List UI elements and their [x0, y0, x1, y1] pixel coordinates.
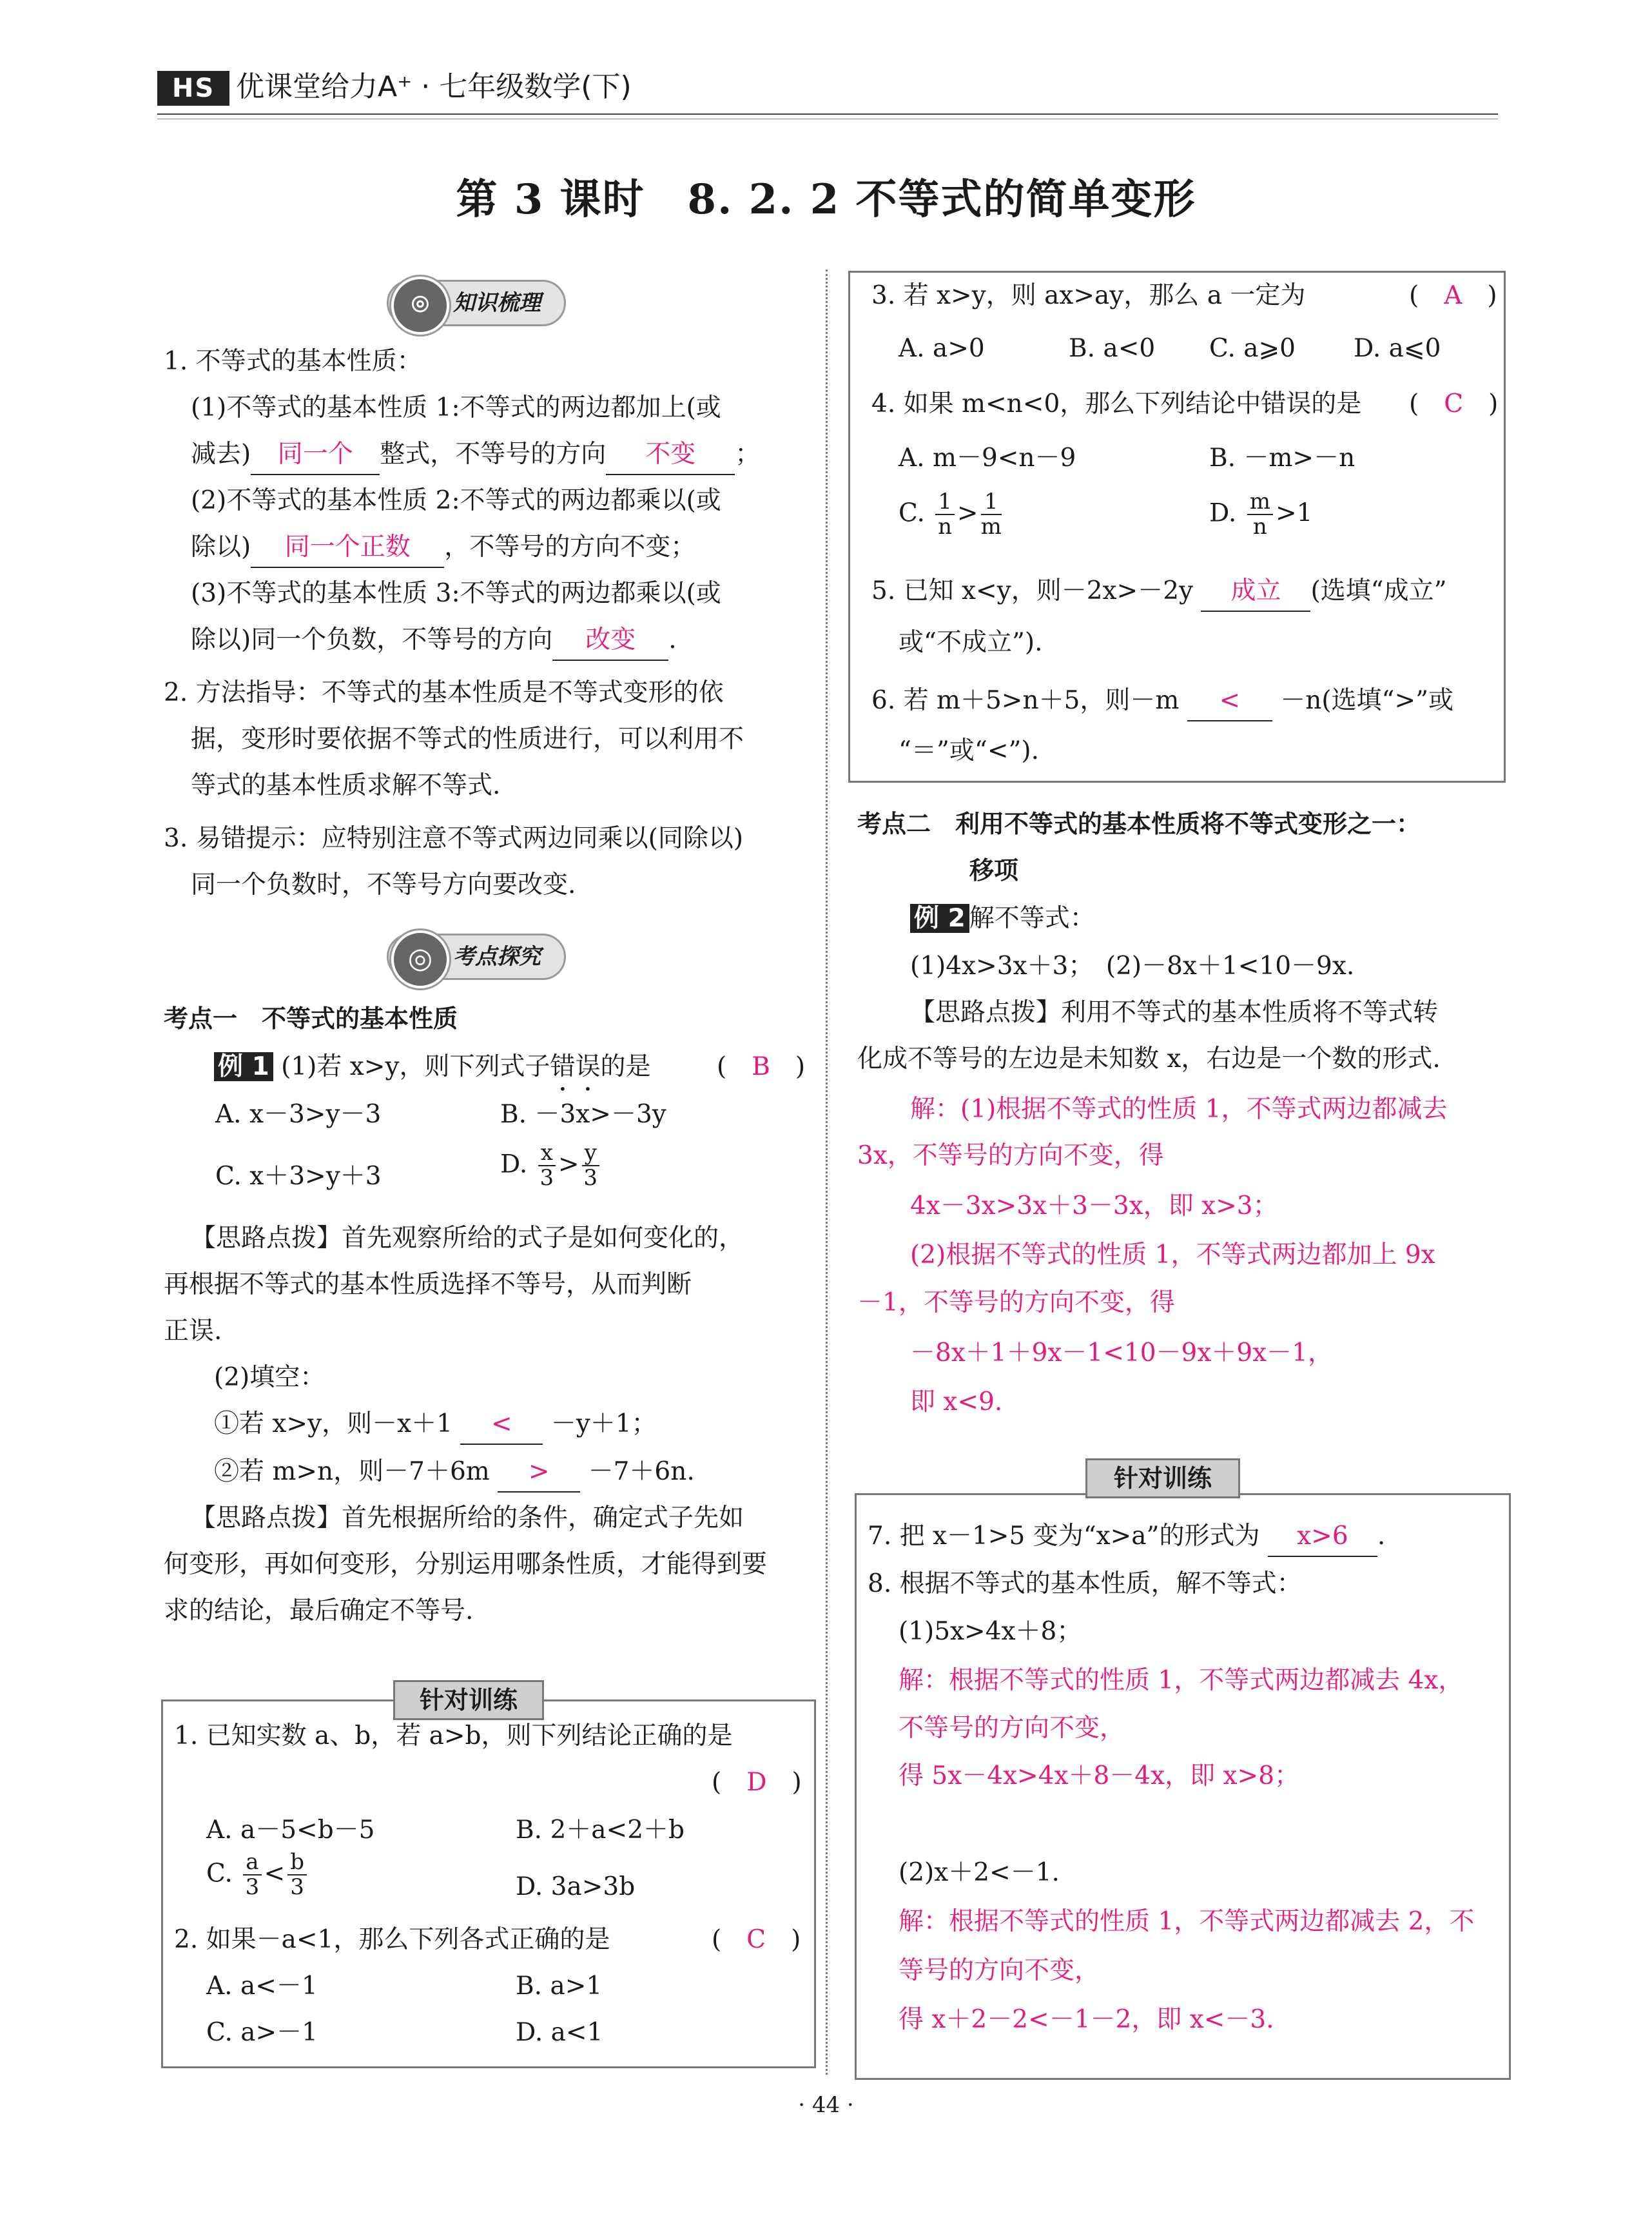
fraction	[1247, 490, 1273, 540]
magnifier-icon: ◎	[391, 930, 449, 988]
fraction	[287, 1850, 307, 1900]
q6-line1	[871, 682, 1453, 721]
solution-2-line3: －8x＋1＋9x－1<10－9x＋9x－1，	[910, 1338, 1333, 1367]
training-q1-option-d: D. 3a>3b	[516, 1872, 636, 1901]
text: 整式，不等号的方向	[380, 440, 607, 469]
fraction	[981, 490, 1002, 540]
training-tab-left: 针对训练	[393, 1680, 544, 1720]
option-a: A. x－3>y－3	[215, 1100, 382, 1129]
training-q2: 2. 如果－a<1，那么下列各式正确的是	[174, 1925, 610, 1954]
example-1-part2: (2)填空：	[214, 1363, 326, 1392]
knowledge-1-p2-line2	[191, 529, 695, 568]
page-number: · 44 ·	[798, 2092, 854, 2118]
training-q2-option-a: A. a<－1	[206, 1972, 318, 2001]
text: 除以)同一个负数，不等号的方向	[191, 625, 553, 654]
fraction	[243, 1850, 261, 1900]
tip-1-line3: 正误.	[164, 1317, 222, 1346]
example-2-question	[910, 900, 1095, 938]
training-q1-option-c	[206, 1850, 309, 1900]
numerator: a	[243, 1850, 261, 1875]
example-2-items: (1)4x>3x＋3； (2)－8x＋1<10－9x.	[910, 952, 1355, 981]
blank-answer: <	[1187, 682, 1272, 721]
q3-answer: ( A )	[1409, 281, 1497, 310]
solution-2-line1: (2)根据不等式的性质 1，不等式两边都加上 9x	[910, 1240, 1435, 1269]
fraction	[582, 1141, 599, 1191]
q8-part1-solution-line1: 解：根据不等式的性质 1，不等式两边都减去 4x，	[899, 1666, 1464, 1695]
solution-1-line3: 4x－3x>3x＋3－3x，即 x>3；	[910, 1191, 1278, 1220]
knowledge-3-line2: 同一个负数时，不等号方向要改变.	[191, 870, 576, 899]
tip-1-line2: 再根据不等式的基本性质选择不等号，从而判断	[164, 1270, 692, 1299]
text: D.	[1209, 498, 1237, 528]
text: D.	[500, 1150, 528, 1179]
q8-part2: (2)x＋2<－1.	[899, 1858, 1060, 1887]
training-q2-option-c: C. a>－1	[206, 2018, 318, 2047]
knowledge-2-line2: 据，变形时要依据不等式的性质进行，可以利用不	[191, 725, 744, 754]
q8-part2-solution-line2: 等号的方向不变，	[899, 1956, 1100, 1985]
example-1-tag: 例 1	[214, 1052, 273, 1081]
badge-knowledge	[387, 280, 566, 326]
example-1-part2-item2	[214, 1453, 695, 1493]
emphasis-text: 错误	[550, 1052, 601, 1081]
blank-answer: 同一个	[251, 436, 380, 475]
training-q2-option-b: B. a>1	[516, 1972, 603, 2001]
denominator: 3	[583, 1165, 598, 1191]
q5-line1	[871, 573, 1447, 612]
q8-part2-solution-line1: 解：根据不等式的性质 1，不等式两边都减去 2，不	[899, 1907, 1475, 1936]
numerator: b	[287, 1850, 307, 1875]
text: －n(选填“>”或	[1280, 686, 1454, 715]
badge-explore	[387, 934, 566, 980]
q4-option-a: A. m－9<n－9	[899, 444, 1076, 473]
training-q1-option-a: A. a－5<b－5	[206, 1816, 375, 1845]
numerator: x	[538, 1141, 556, 1166]
knowledge-1-p1-line1: (1)不等式的基本性质 1:不等式的两边都加上(或	[191, 393, 721, 422]
q8-part1-solution-line2: 不等号的方向不变，	[899, 1714, 1125, 1743]
text: >	[957, 498, 978, 528]
q4-option-b: B. －m>－n	[1209, 444, 1356, 473]
hs-logo: HS	[157, 71, 229, 106]
denominator: m	[980, 514, 1002, 540]
blank-answer: 同一个正数	[251, 529, 444, 568]
text: 6. 若 m＋5>n＋5，则－m	[871, 686, 1180, 715]
numerator: 1	[935, 490, 955, 515]
fraction	[935, 490, 955, 540]
q4-option-d	[1209, 490, 1312, 540]
text: 减去)	[191, 440, 251, 469]
answer-letter: B	[752, 1052, 770, 1081]
badge-explore-label: 考点探究	[453, 944, 541, 970]
badge-knowledge-label: 知识梳理	[453, 290, 541, 316]
text: ②若 m>n，则－7＋6m	[214, 1457, 490, 1486]
tip-2-line1: 【思路点拨】首先根据所给的条件，确定式子先如	[191, 1503, 744, 1533]
tip-3-line2: 化成不等号的左边是未知数 x，右边是一个数的形式.	[857, 1044, 1441, 1073]
text: －y＋1；	[550, 1409, 657, 1438]
q4: 4. 如果 m<n<0，那么下列结论中错误的是	[871, 389, 1362, 418]
text: 7. 把 x－1>5 变为“x>a”的形式为	[868, 1522, 1260, 1551]
q3-option-b: B. a<0	[1069, 334, 1156, 363]
tip-1-line1: 【思路点拨】首先观察所给的式子是如何变化的，	[191, 1224, 744, 1253]
answer-letter: C	[746, 1925, 766, 1954]
blank-answer: 成立	[1201, 573, 1310, 612]
header-title: 优课堂给力A⁺ · 七年级数学(下)	[236, 70, 632, 103]
tip-3-line1: 【思路点拨】利用不等式的基本性质将不等式转	[910, 998, 1439, 1027]
kaodian-1-title: 考点一 不等式的基本性质	[164, 1004, 458, 1033]
example-2-tag: 例 2	[910, 904, 969, 933]
q7	[868, 1518, 1385, 1557]
example-1-answer: ( B )	[717, 1052, 806, 1081]
answer-letter: A	[1444, 281, 1463, 310]
text: －7＋6n.	[588, 1457, 695, 1486]
text: >	[558, 1150, 579, 1179]
q3: 3. 若 x>y，则 ax>ay，那么 a 一定为	[871, 281, 1306, 310]
text: >1	[1275, 498, 1313, 528]
text: 的是	[600, 1052, 651, 1081]
fraction	[538, 1141, 556, 1191]
text: 除以)	[191, 533, 251, 562]
blank-answer: >	[498, 1453, 580, 1493]
q8-part2-solution-line3: 得 x＋2－2<－1－2，即 x<－3.	[899, 2005, 1274, 2034]
knowledge-1-p1-line2	[191, 436, 760, 475]
q6-line2: “＝”或“<”).	[899, 736, 1040, 765]
numerator: 1	[981, 490, 1002, 515]
q3-option-a: A. a>0	[899, 334, 985, 363]
solution-2-line4: 即 x<9.	[910, 1387, 1003, 1416]
q8-part1: (1)5x>4x＋8；	[899, 1617, 1082, 1646]
knowledge-1-p2-line1: (2)不等式的基本性质 2:不等式的两边都乘以(或	[191, 486, 721, 515]
training-q1-option-b: B. 2＋a<2＋b	[516, 1816, 685, 1845]
q8: 8. 根据不等式的基本性质，解不等式：	[868, 1569, 1302, 1598]
column-divider	[826, 269, 828, 2075]
training-tab-right: 针对训练	[1085, 1458, 1240, 1498]
knowledge-1-heading: 1. 不等式的基本性质：	[164, 347, 422, 376]
text: 5. 已知 x<y，则－2x>－2y	[871, 576, 1194, 605]
solution-1-line1: 解：(1)根据不等式的性质 1，不等式两边都减去	[910, 1095, 1448, 1124]
training-q2-option-d: D. a<1	[516, 2018, 603, 2047]
tip-2-line3: 求的结论，最后确定不等号.	[164, 1596, 474, 1625]
answer-letter: C	[1444, 389, 1464, 418]
q4-answer: ( C )	[1409, 389, 1499, 418]
training-q1: 1. 已知实数 a、b，若 a>b，则下列结论正确的是	[174, 1721, 733, 1750]
location-pin-icon: ⌾	[391, 277, 449, 335]
header-rule	[157, 113, 1498, 115]
solution-2-line2: －1，不等号的方向不变，得	[857, 1288, 1175, 1317]
denominator: 3	[245, 1874, 260, 1901]
blank-answer: <	[460, 1405, 543, 1445]
text: <	[264, 1859, 286, 1888]
numerator: m	[1247, 490, 1273, 515]
answer-letter: D	[746, 1768, 767, 1797]
knowledge-1-p3-line2	[191, 622, 677, 661]
example-1-part2-item1	[214, 1405, 657, 1445]
kaodian-2-title-line2: 移项	[969, 856, 1019, 885]
knowledge-2-line3: 等式的基本性质求解不等式.	[191, 771, 501, 800]
blank-answer: 不变	[606, 436, 735, 475]
q5-line2: 或“不成立”).	[899, 628, 1043, 657]
option-b: B. －3x>－3y	[500, 1100, 666, 1129]
text: ；	[735, 440, 761, 469]
lesson-title: 第 3 课时 8. 2. 2 不等式的简单变形	[456, 175, 1196, 224]
denominator: 3	[290, 1874, 304, 1901]
kaodian-2-title-line1: 考点二 利用不等式的基本性质将不等式变形之一：	[857, 810, 1421, 838]
knowledge-1-p3-line1: (3)不等式的基本性质 3:不等式的两边都乘以(或	[191, 579, 721, 608]
knowledge-3-line1: 3. 易错提示：应特别注意不等式两边同乘以(同除以)	[164, 824, 744, 853]
numerator: y	[582, 1141, 599, 1166]
text: 解不等式：	[969, 904, 1095, 933]
denominator: n	[938, 514, 953, 540]
text: .	[1377, 1522, 1386, 1551]
q3-option-c: C. a⩾0	[1209, 334, 1296, 363]
option-c: C. x＋3>y＋3	[215, 1162, 382, 1191]
example-1-question	[214, 1048, 651, 1097]
blank-answer: x>6	[1268, 1518, 1377, 1557]
text: C.	[206, 1859, 233, 1888]
text: .	[668, 625, 677, 654]
text: (1)若 x>y，则下列式子	[281, 1052, 550, 1081]
q8-part1-solution-line3: 得 5x－4x>4x＋8－4x，即 x>8；	[899, 1761, 1300, 1790]
q3-option-d: D. a⩽0	[1354, 334, 1441, 363]
knowledge-2-line1: 2. 方法指导：不等式的基本性质是不等式变形的依	[164, 678, 724, 707]
text: (选填“成立”	[1310, 576, 1447, 605]
text: ①若 x>y，则－x＋1	[214, 1409, 452, 1438]
training-q2-answer: ( C )	[712, 1925, 801, 1954]
solution-1-line2: 3x，不等号的方向不变，得	[857, 1141, 1164, 1170]
blank-answer: 改变	[552, 622, 668, 661]
q4-option-c	[899, 490, 1004, 540]
text: ，不等号的方向不变；	[444, 533, 696, 562]
tip-2-line2: 何变形，再如何变形，分别运用哪条性质，才能得到要	[164, 1550, 768, 1579]
training-q1-answer: ( D )	[712, 1768, 802, 1797]
denominator: 3	[539, 1165, 554, 1191]
denominator: n	[1252, 514, 1267, 540]
option-d	[500, 1141, 602, 1191]
text: C.	[899, 498, 925, 528]
